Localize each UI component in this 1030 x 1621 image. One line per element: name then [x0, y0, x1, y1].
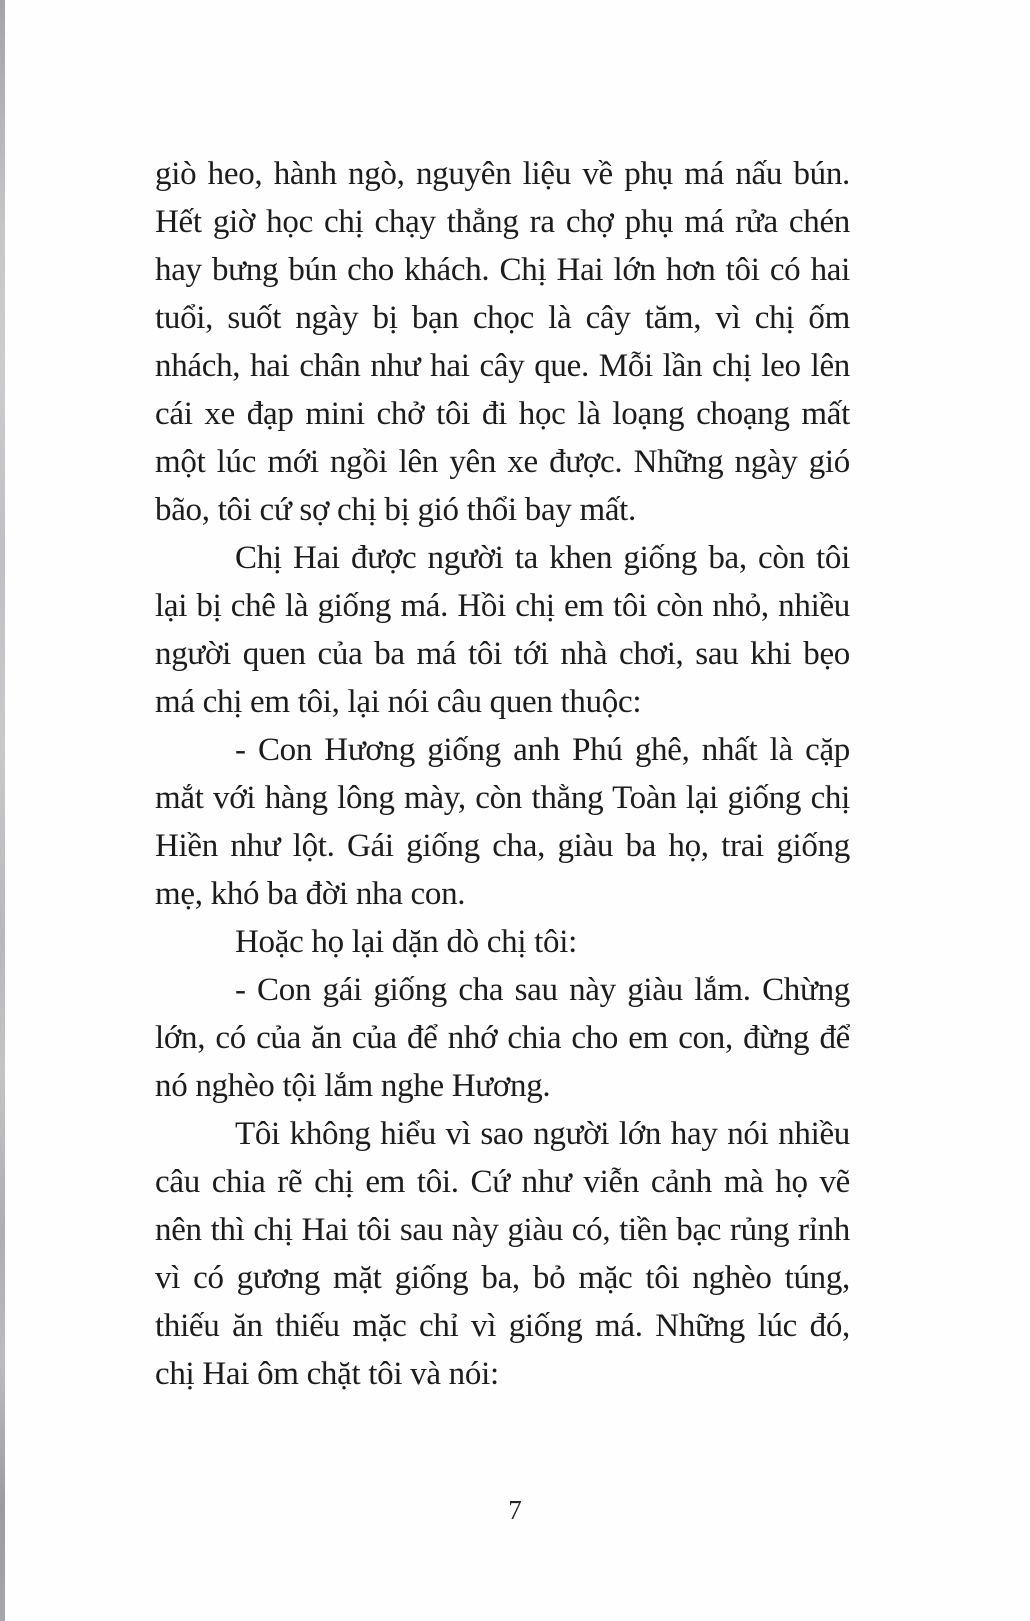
- page-text-block: [155, 150, 850, 1398]
- page-number: 7: [508, 1495, 522, 1525]
- page-scan-edge: [0, 0, 5, 1621]
- paragraph-continuation: giò heo, hành ngò, nguyên liệu về phụ má nấu bún. Hết giờ học chị chạy thẳng ra chợ phụ má rửa chén hay bưng bún cho khách. Chị Hai lớn hơn tôi có hai tuổi, suốt ngày bị bạn chọc là cây tăm, vì chị ốm nhách, hai chân như hai cây que. Mỗi lần chị leo lên cái xe đạp mini chở tôi đi học là loạng choạng mất một lúc mới ngồi lên yên xe được. Những ngày gió bão, tôi cứ sợ chị bị gió thổi bay mất.: [155, 156, 850, 528]
- paragraph: Tôi không hiểu vì sao người lớn hay nói nhiều câu chia rẽ chị em tôi. Cứ như viễn cảnh mà họ vẽ nên thì chị Hai tôi sau này giàu có, tiền bạc rủng rỉnh vì có gương mặt giống ba, bỏ mặc tôi nghèo túng, thiếu ăn thiếu mặc chỉ vì giống má. Những lúc đó, chị Hai ôm chặt tôi và nói:: [155, 1116, 850, 1392]
- paragraph: Hoặc họ lại dặn dò chị tôi:: [235, 924, 577, 960]
- paragraph-dialogue: - Con Hương giống anh Phú ghê, nhất là cặp mắt với hàng lông mày, còn thằng Toàn lại giống chị Hiền như lột. Gái giống cha, giàu ba họ, trai giống mẹ, khó ba đời nha con.: [155, 732, 850, 912]
- paragraph-dialogue: - Con gái giống cha sau này giàu lắm. Chừng lớn, có của ăn của để nhớ chia cho em con, đừng để nó nghèo tội lắm nghe Hương.: [155, 972, 850, 1104]
- paragraph: Chị Hai được người ta khen giống ba, còn tôi lại bị chê là giống má. Hồi chị em tôi còn nhỏ, nhiều người quen của ba má tôi tới nhà chơi, sau khi bẹo má chị em tôi, lại nói câu quen thuộc:: [155, 540, 850, 720]
